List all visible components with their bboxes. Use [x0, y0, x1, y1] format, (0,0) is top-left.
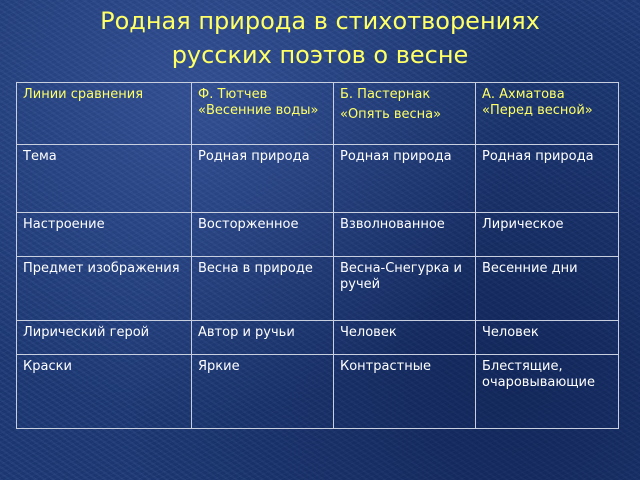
slide-title-line-1: Родная природа в стихотворениях: [100, 7, 540, 35]
header-pasternak-author: Б. Пастернак: [340, 87, 431, 102]
table-cell: Восторженное: [192, 213, 334, 257]
table-cell: Весна в природе: [192, 257, 334, 321]
table-row: [17, 321, 619, 355]
slide-title-line-2: русских поэтов о весне: [171, 41, 469, 69]
table-cell: Весна-Снегурка и ручей: [334, 257, 476, 321]
table-cell: Взволнованное: [334, 213, 476, 257]
table-cell: Контрастные: [334, 355, 476, 429]
header-cell-comparison-lines: Линии сравнения: [17, 83, 192, 145]
row-label-cell: Настроение: [17, 213, 192, 257]
table-row: [17, 355, 619, 429]
row-label-cell: Лирический герой: [17, 321, 192, 355]
row-label-cell: Тема: [17, 145, 192, 213]
table-row: [17, 257, 619, 321]
table-cell: Человек: [476, 321, 619, 355]
table-header-row: [17, 83, 619, 145]
table-cell: Блестящие, очаровывающие: [476, 355, 619, 429]
table-cell: Человек: [334, 321, 476, 355]
table-cell: Яркие: [192, 355, 334, 429]
table-cell: Автор и ручьи: [192, 321, 334, 355]
slide-title: [0, 4, 640, 72]
table-cell: Родная природа: [334, 145, 476, 213]
table-cell: Родная природа: [192, 145, 334, 213]
table-cell: Лирическое: [476, 213, 619, 257]
table-row: [17, 213, 619, 257]
header-cell-akhmatova: А. Ахматова «Перед весной»: [476, 83, 619, 145]
table-row: [17, 145, 619, 213]
row-label-cell: Краски: [17, 355, 192, 429]
table-cell: Родная природа: [476, 145, 619, 213]
header-pasternak-poem: «Опять весна»: [340, 107, 442, 122]
table-cell: Весенние дни: [476, 257, 619, 321]
row-label-cell: Предмет изображения: [17, 257, 192, 321]
header-cell-pasternak: [334, 83, 476, 145]
header-cell-tyutchev: Ф. Тютчев «Весенние воды»: [192, 83, 334, 145]
comparison-table: [16, 82, 619, 429]
